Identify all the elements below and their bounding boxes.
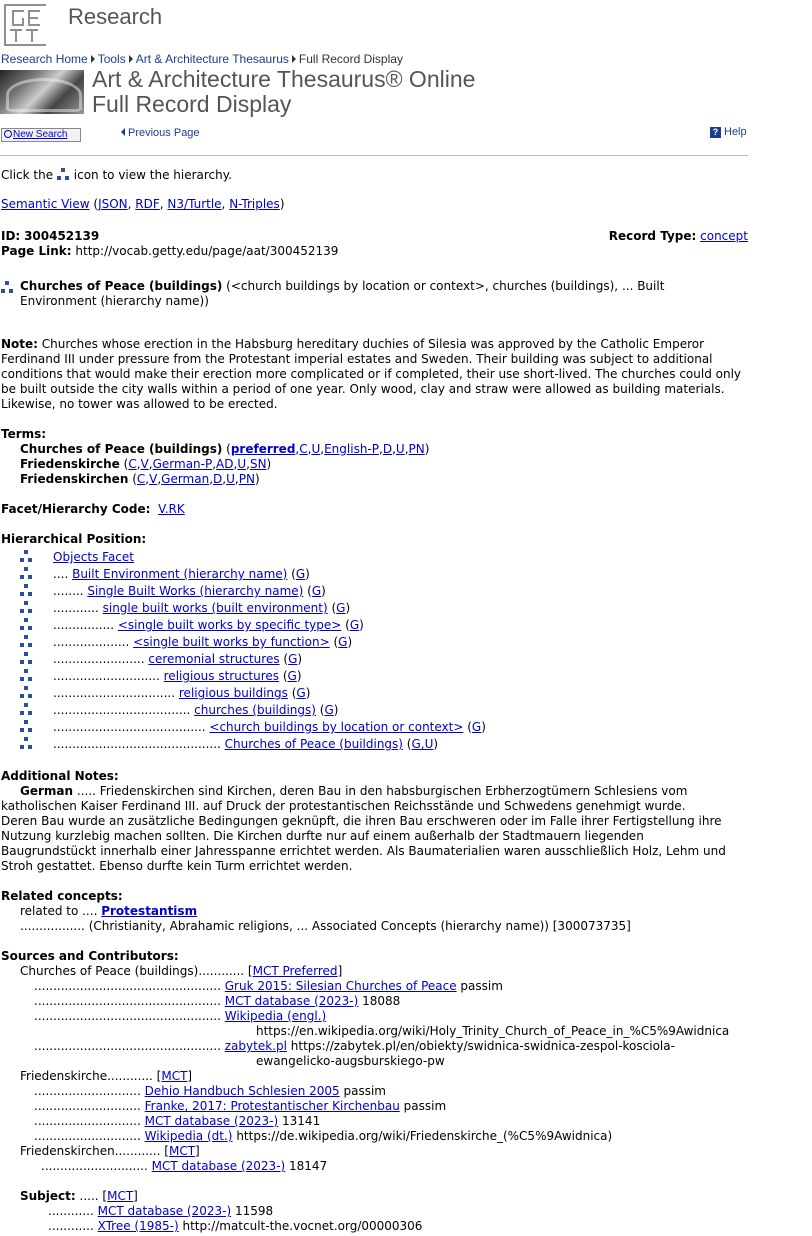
- banner-title: Art & Architecture Thesaurus® Online: [92, 66, 476, 92]
- hierarchy-icon[interactable]: [20, 601, 33, 614]
- facet-label: Facet/Hierarchy Code:: [1, 502, 151, 516]
- source-link[interactable]: XTree (1985-): [97, 1219, 179, 1233]
- help-icon: ?: [710, 127, 721, 138]
- source-extra: passim: [343, 1084, 386, 1098]
- source-link[interactable]: MCT database (2023-): [224, 994, 359, 1008]
- hierarchy-flag[interactable]: G: [311, 584, 322, 598]
- getty-logo[interactable]: [4, 4, 46, 46]
- previous-page-link[interactable]: [121, 127, 200, 139]
- subject-label: Subject:: [20, 1189, 76, 1203]
- term-flag[interactable]: C: [136, 472, 146, 486]
- hierarchy-icon[interactable]: [20, 618, 33, 631]
- hierarchy-icon[interactable]: [1, 281, 14, 294]
- main-term: [20, 279, 664, 294]
- breadcrumb-current: Full Record Display: [298, 52, 403, 66]
- breadcrumb-tools[interactable]: Tools: [97, 52, 126, 66]
- intro-text-after: icon to view the hierarchy.: [73, 168, 232, 182]
- term-flag[interactable]: D: [382, 442, 393, 456]
- term-row: Friedenskirchen (C,V,German,D,U,PN): [20, 472, 260, 486]
- dots: ........: [53, 584, 84, 598]
- term-flag[interactable]: PN: [238, 472, 255, 486]
- source-url: https://en.wikipedia.org/wiki/Holy_Trinity_Church_of_Peace_in_%C5%9Awidnica: [256, 1024, 730, 1038]
- term-row: Friedenskirche (C,V,German-P,AD,U,SN): [20, 457, 272, 471]
- dots: ............................................: [53, 737, 221, 751]
- hierarchy-link[interactable]: Single Built Works (hierarchy name): [87, 584, 304, 598]
- dots: ........................................: [53, 720, 206, 734]
- search-icon: [4, 130, 12, 138]
- source-row: [34, 1039, 675, 1054]
- hierarchy-entry: .................... <single built works by function> (G): [53, 635, 353, 649]
- source-link[interactable]: MCT database (2023-): [97, 1204, 232, 1218]
- term-flag[interactable]: SN: [249, 457, 267, 471]
- term-flag[interactable]: German: [161, 472, 210, 486]
- breadcrumb-research-home[interactable]: Research Home: [1, 52, 88, 66]
- dots: .................................................: [34, 1039, 221, 1053]
- term-flag[interactable]: U: [226, 472, 235, 486]
- term-flag[interactable]: English-P: [324, 442, 379, 456]
- note-line: Stroh gestattet. Ebenso durfte kein Turm errichtet werden.: [1, 859, 353, 873]
- facet-code-link[interactable]: V.RK: [158, 502, 185, 516]
- dots: ....................................: [53, 703, 191, 717]
- hierarchy-icon[interactable]: [20, 720, 33, 733]
- note-language: German: [20, 784, 74, 798]
- dots: ....................: [53, 635, 130, 649]
- source-link[interactable]: Franke, 2017: Protestantischer Kirchenbau: [144, 1099, 400, 1113]
- additional-notes: [20, 784, 760, 799]
- note: [1, 337, 761, 412]
- hierarchy-flag[interactable]: G: [324, 703, 334, 717]
- hierarchy-icon[interactable]: [20, 703, 33, 716]
- term-flag[interactable]: U: [311, 442, 321, 456]
- new-search-button[interactable]: [1, 128, 81, 142]
- hierarchy-flag[interactable]: G: [288, 652, 298, 666]
- source-extra: https://de.wikipedia.org/wiki/Friedenskirche_(%C5%9Awidnica): [236, 1129, 613, 1143]
- hierarchy-link[interactable]: single built works (built environment): [102, 601, 328, 615]
- hierarchy-entry: ........ Single Built Works (hierarchy name) (G): [53, 584, 326, 598]
- chevron-right-icon: [91, 55, 95, 63]
- dots: .....: [79, 1189, 99, 1203]
- record-type: [609, 229, 748, 244]
- source-link[interactable]: Gruk 2015: Silesian Churches of Peace: [224, 979, 457, 993]
- dots: ................: [53, 618, 115, 632]
- ntriples-link[interactable]: N-Triples: [229, 197, 280, 211]
- term-flag[interactable]: PN: [408, 442, 425, 456]
- related-prefix: related to ....: [20, 904, 98, 918]
- research-title[interactable]: Research: [68, 4, 163, 29]
- note-line: Baugrundstückt innerhalb einer Jahresspanne errichtet werden. Als Baumaterialien waren ausschließlich Holz, Lehm und: [1, 844, 726, 858]
- hierarchy-entry: .... Built Environment (hierarchy name) (G): [53, 567, 310, 581]
- banner-subtitle: Full Record Display: [92, 91, 292, 117]
- dots: ............................: [34, 1099, 141, 1113]
- hierarchy-entry: ............ single built works (built environment) (G): [53, 601, 351, 615]
- dots: ........................: [53, 652, 145, 666]
- source-row: [34, 1084, 386, 1099]
- hierarchy-icon[interactable]: [20, 652, 33, 665]
- hierarchy-icon[interactable]: [20, 737, 33, 750]
- hierarchy-link[interactable]: churches (buildings): [194, 703, 316, 717]
- hierarchy-link[interactable]: <single built works by specific type>: [117, 618, 342, 632]
- hierarchy-flag[interactable]: G: [336, 601, 346, 615]
- hierarchy-flag[interactable]: G,U: [411, 737, 434, 751]
- dots: .................................................: [34, 1009, 221, 1023]
- source-extra: passim: [460, 979, 503, 993]
- rdf-link[interactable]: RDF: [135, 197, 160, 211]
- term-flag[interactable]: preferred: [230, 442, 296, 456]
- dots: ............................: [34, 1129, 141, 1143]
- source-extra: http://matcult-the.vocnet.org/00000306: [182, 1219, 423, 1233]
- source-term-name: Churches of Peace (buildings)............: [20, 964, 245, 978]
- breadcrumb-aat[interactable]: Art & Architecture Thesaurus: [135, 52, 289, 66]
- source-term-name: Friedenskirche............: [20, 1069, 153, 1083]
- term-flag[interactable]: C: [128, 457, 137, 471]
- id-label: ID:: [1, 229, 21, 243]
- source-row: [34, 1009, 326, 1024]
- source-row: [34, 1129, 612, 1144]
- contributor-link[interactable]: MCT: [168, 1144, 196, 1158]
- hierarchy-entry: ................................ religious buildings (G): [53, 686, 311, 700]
- dots: .................: [20, 919, 85, 933]
- related-context-text: (Christianity, Abrahamic religions, ... Associated Concepts (hierarchy name)) [300073735]: [88, 919, 631, 933]
- source-term: Friedenskirchen............ [MCT]: [20, 1144, 200, 1158]
- help-label: Help: [724, 126, 747, 138]
- note-line: Likewise, no tower was allowed to be erected.: [1, 397, 278, 411]
- hierarchy-link[interactable]: <single built works by function>: [133, 635, 330, 649]
- record-type-label: Record Type:: [608, 229, 697, 243]
- source-link[interactable]: Wikipedia (engl.): [224, 1009, 327, 1023]
- term-flag[interactable]: U: [237, 457, 247, 471]
- note-line: Ferdinand III under pressure from the Protestant imperial estates and Sweden. Their building was subject to additional: [1, 352, 713, 366]
- dots: ............................: [41, 1159, 148, 1173]
- term-flag[interactable]: German-P: [152, 457, 213, 471]
- source-link[interactable]: zabytek.pl: [224, 1039, 287, 1053]
- note-line: katholischen Kaiser Ferdinand III. auf Druck der protestantischen Reichsstände und Schwedens genehmigt wurde.: [1, 799, 686, 813]
- term-flag[interactable]: AD: [216, 457, 234, 471]
- main-term-context: (<church buildings by location or context>, churches (buildings), ... Built: [226, 279, 665, 293]
- dots: .................................................: [34, 979, 221, 993]
- source-row: [34, 979, 503, 994]
- hierarchy-flag[interactable]: G: [349, 618, 360, 632]
- note-label: Note:: [1, 337, 38, 351]
- source-term: Friedenskirche............ [MCT]: [20, 1069, 193, 1083]
- note-line: be built outside the city walls within a period of one year. Only wood, clay and straw were allowed as building materials.: [1, 382, 725, 396]
- previous-page-label: Previous Page: [128, 127, 200, 139]
- hierarchy-flag[interactable]: G: [287, 669, 297, 683]
- hierarchy-entry: ........................................ <church buildings by location or context> (G): [53, 720, 486, 734]
- source-extra: passim: [403, 1099, 447, 1113]
- hierarchy-flag[interactable]: G: [338, 635, 348, 649]
- dots: ............................: [53, 669, 160, 683]
- hierarchy-label: Hierarchical Position:: [1, 532, 147, 546]
- term-flag[interactable]: U: [395, 442, 405, 456]
- page-link-value: http://vocab.getty.edu/page/aat/300452139: [75, 244, 339, 258]
- hierarchy-icon[interactable]: [20, 635, 33, 648]
- note-line: Friedenskirchen sind Kirchen, deren Bau in den habsburgischen Erbherzogtümern Schlesiens vom: [99, 784, 688, 798]
- note-line: Churches whose erection in the Habsburg hereditary duchies of Silesia was approved by the Catholic Emperor: [41, 337, 705, 351]
- hierarchy-entry: ............................ religious structures (G): [53, 669, 302, 683]
- hierarchy-link[interactable]: Objects Facet: [53, 550, 134, 564]
- hierarchy-link[interactable]: religious buildings: [178, 686, 288, 700]
- n3-link[interactable]: N3/Turtle: [167, 197, 222, 211]
- hierarchy-icon: [57, 168, 70, 181]
- help-link[interactable]: [710, 126, 747, 138]
- dots: ............: [48, 1219, 94, 1233]
- dots: ............................: [34, 1114, 141, 1128]
- main-term-name: Churches of Peace (buildings): [20, 279, 223, 293]
- record-type-link[interactable]: concept: [700, 229, 748, 243]
- note-line: Deren Bau wurde an zusätzliche Bedingungen geknüpft, die ihren Bau erschweren oder im Falle ihrer Fertigstellung ihre: [1, 814, 722, 828]
- hierarchy-list: [0, 549, 600, 759]
- hierarchy-entry: ........................ ceremonial structures (G): [53, 652, 303, 666]
- main-term-context-line2: Environment (hierarchy name)): [20, 294, 209, 308]
- source-term-name: Friedenskirchen............: [20, 1144, 161, 1158]
- hierarchy-link[interactable]: religious structures: [163, 669, 280, 683]
- subject-row: Subject: ..... [MCT]: [20, 1189, 138, 1203]
- hierarchy-link[interactable]: Churches of Peace (buildings): [224, 737, 403, 751]
- dots: .................................................: [34, 994, 221, 1008]
- term-flag[interactable]: C: [299, 442, 308, 456]
- intro-text: Click the: [1, 168, 54, 182]
- hierarchy-icon[interactable]: [20, 567, 33, 580]
- sources-label: Sources and Contributors:: [1, 949, 179, 963]
- term-flag[interactable]: V: [140, 457, 149, 471]
- page-link-label: Page Link:: [1, 244, 72, 258]
- chevron-right-icon: [129, 55, 133, 63]
- terms-label: Terms:: [1, 427, 47, 441]
- semantic-view-link[interactable]: Semantic View: [1, 197, 90, 211]
- hierarchy-instruction: [1, 168, 232, 183]
- hierarchy-flag[interactable]: G: [471, 720, 482, 734]
- chevron-right-icon: [292, 55, 296, 63]
- source-extra: 18088: [362, 994, 401, 1008]
- hierarchy-icon[interactable]: [20, 686, 33, 699]
- related-context: [20, 919, 631, 934]
- source-link[interactable]: MCT database (2023-): [144, 1114, 279, 1128]
- related-concept-link[interactable]: Protestantism: [101, 904, 198, 918]
- additional-notes-cont: [1, 799, 761, 874]
- source-extra: 18147: [289, 1159, 328, 1173]
- hierarchy-link[interactable]: <church buildings by location or context>: [209, 720, 464, 734]
- hierarchy-entry: ................ <single built works by specific type> (G): [53, 618, 364, 632]
- hierarchy-icon[interactable]: [20, 550, 33, 563]
- json-link[interactable]: JSON: [98, 197, 128, 211]
- hierarchy-link[interactable]: ceremonial structures: [148, 652, 280, 666]
- note-line: conditions that would make their erection more complicated or if completed, their use short-lived. The churches could only: [1, 367, 742, 381]
- source-row: [34, 1114, 320, 1129]
- dots: ................................: [53, 686, 176, 700]
- dots: ............................: [34, 1084, 141, 1098]
- divider: [0, 155, 748, 156]
- hierarchy-entry: .................................... churches (buildings) (G): [53, 703, 339, 717]
- hierarchy-flag[interactable]: G: [296, 686, 306, 700]
- source-row: [34, 1099, 446, 1114]
- source-link[interactable]: MCT database (2023-): [151, 1159, 286, 1173]
- hierarchy-flag[interactable]: G: [295, 567, 306, 581]
- page-link: [1, 244, 338, 259]
- dots: ............: [53, 601, 99, 615]
- semantic-view: Semantic View (JSON, RDF, N3/Turtle, N-Triples): [1, 197, 285, 211]
- related-label: Related concepts:: [1, 889, 123, 903]
- hierarchy-icon[interactable]: [20, 669, 33, 682]
- term-name: Friedenskirchen: [20, 472, 129, 486]
- new-search-label: New Search: [13, 129, 68, 140]
- banner-image: [0, 70, 84, 114]
- id-value: 300452139: [24, 229, 100, 243]
- facet-code: [1, 502, 185, 517]
- contributor-link[interactable]: MCT: [161, 1069, 188, 1083]
- record-id: [1, 229, 99, 244]
- dots: ............: [48, 1204, 94, 1218]
- contributor-link[interactable]: MCT Preferred: [252, 964, 338, 978]
- source-extra: 11598: [235, 1204, 274, 1218]
- hierarchy-entry: ............................................ Churches of Peace (buildings) (G,U): [53, 737, 439, 751]
- chevron-left-icon: [121, 128, 125, 136]
- term-name: Churches of Peace (buildings): [20, 442, 223, 456]
- source-link[interactable]: Dehio Handbuch Schlesien 2005: [144, 1084, 340, 1098]
- term-row: Churches of Peace (buildings) (preferred,C,U,English-P,D,U,PN): [20, 442, 430, 456]
- source-extra: https://zabytek.pl/en/obiekty/swidnica-swidnica-zespol-kosciola-: [290, 1039, 675, 1053]
- related-row: [20, 904, 197, 919]
- hierarchy-link[interactable]: Built Environment (hierarchy name): [72, 567, 288, 581]
- hierarchy-icon[interactable]: [20, 584, 33, 597]
- hierarchy-entry: [53, 549, 134, 566]
- source-row: [41, 1159, 327, 1174]
- source-row: [48, 1219, 422, 1234]
- term-flag[interactable]: V: [149, 472, 158, 486]
- source-url-cont: ewangelicko-augsburskiego-pw: [256, 1054, 445, 1068]
- note-line: Nutzung kurzlebig machen sollten. Die Kirchen durfte nur auf einem außerhalb der Stadtmauern liegenden: [1, 829, 644, 843]
- dots: .....: [76, 784, 96, 798]
- source-extra: 13141: [282, 1114, 321, 1128]
- source-row: [34, 994, 400, 1009]
- additional-notes-label: Additional Notes:: [1, 769, 119, 783]
- source-row: [48, 1204, 273, 1219]
- term-name: Friedenskirche: [20, 457, 120, 471]
- contributor-link[interactable]: MCT: [107, 1189, 134, 1203]
- source-link[interactable]: Wikipedia (dt.): [144, 1129, 233, 1143]
- dots: ....: [53, 567, 69, 581]
- source-term: Churches of Peace (buildings)............ [MCT Preferred]: [20, 964, 343, 978]
- term-flag[interactable]: D: [213, 472, 223, 486]
- breadcrumb: [1, 52, 403, 66]
